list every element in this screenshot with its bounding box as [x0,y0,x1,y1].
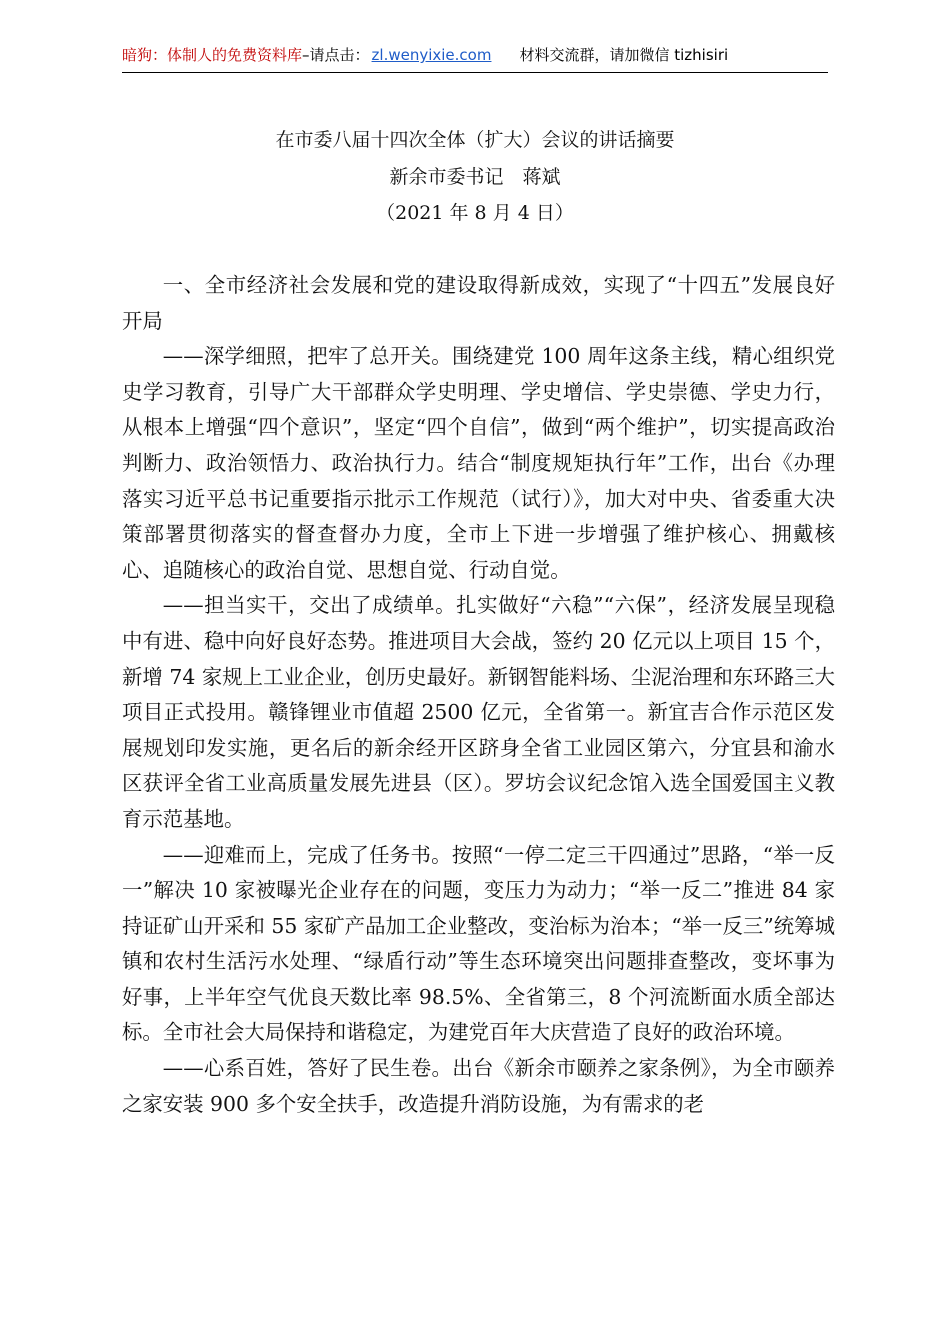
body-paragraph: ——心系百姓，答好了民生卷。出台《新余市颐养之家条例》，为全市颐养之家安装 900 多个安全扶手，改造提升消防设施，为有需求的老 [122,1056,835,1116]
header-prompt-text: –请点击： [302,46,370,64]
body-paragraph: ——担当实干，交出了成绩单。扎实做好“六稳”“六保”，经济发展呈现稳中有进、稳中向好良好态势。推进项目大会战，签约 20 亿元以上项目 15 个，新增 74 家规上工业企业，创历史最好。新钢智能料场、尘泥治理和东环路三大项目正式投用。赣锋锂业市值超 2500 亿元，全省第一。新宜吉合作示范区发展规划印发实施，更名后的新余经开区跻身全省工业园区第六，分宜县和渝水区获评全省工业高质量发展先进县（区）。罗坊会议纪念馆入选全国爱国主义教育示范基地。 [122,593,835,831]
page-header [122,44,822,74]
header-promo-text: 暗狗：体制人的免费资料库 [122,46,303,64]
header-website-link[interactable]: zl.wenyixie.com [371,46,492,64]
document-date: （2021 年 8 月 4 日） [376,202,574,224]
document-title: 在市委八届十四次全体（扩大）会议的讲话摘要 [275,129,675,151]
document-speaker: 新余市委书记 蒋斌 [389,166,561,188]
body-paragraph: ——迎难而上，完成了任务书。按照“一停二定三干四通过”思路，“举一反一”解决 10 家被曝光企业存在的问题，变压力为动力；“举一反二”推进 84 家持证矿山开采和 55 家矿产品加工企业整改，变治标为治本；“举一反三”统筹城镇和农村生活污水处理、“绿盾行动”等生态环境突出问题排查整改，变坏事为好事，上半年空气优良天数比率 98.5%、全省第三，8 个河流断面水质全部达标。全市社会大局保持和谐稳定，为建党百年大庆营造了良好的政治环境。 [122,842,835,1045]
body-paragraph: ——深学细照，把牢了总开关。围绕建党 100 周年这条主线，精心组织党史学习教育，引导广大干部群众学史明理、学史增信、学史崇德、学史力行，从根本上增强“四个意识”，坚定“四个自信”，做到“两个维护”，切实提高政治判断力、政治领悟力、政治执行力。结合“制度规矩执行年”工作，出台《办理落实习近平总书记重要指示批示工作规范（试行）》，加大对中央、省委重大决策部署贯彻落实的督查督办力度，全市上下进一步增强了维护核心、拥戴核心、追随核心的政治自觉、思想自觉、行动自觉。 [122,344,835,582]
header-group-text: 材料交流群，请加微信 tizhisiri [519,46,729,64]
header-divider [122,72,828,73]
section-heading: 一、全市经济社会发展和党的建设取得新成效，实现了“十四五”发展良好开局 [122,273,835,333]
document-body [122,268,835,1122]
